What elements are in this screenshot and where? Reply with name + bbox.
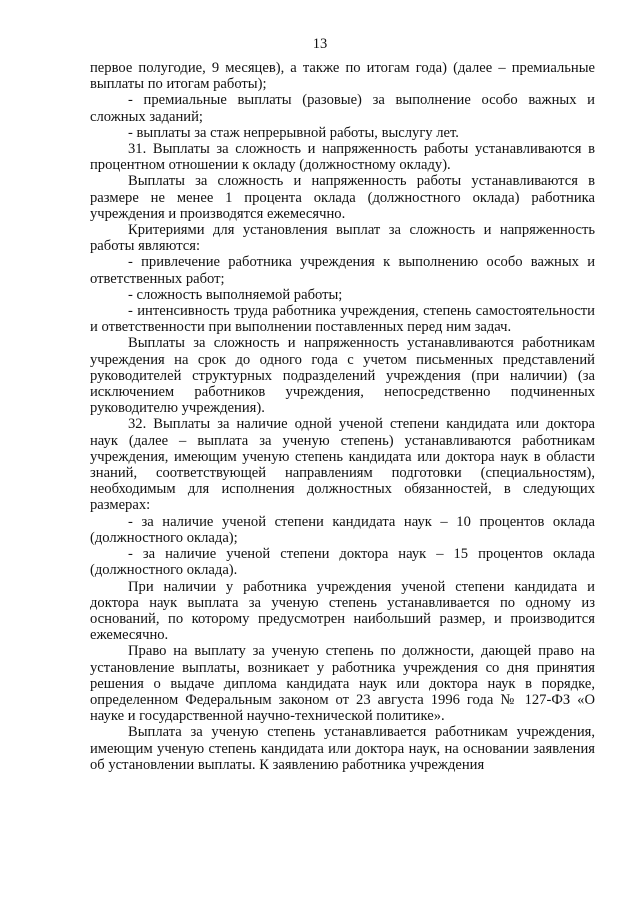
paragraph: - интенсивность труда работника учреждения, степень самостоятельности и ответственности при выполнении поставленных перед ним задач. xyxy=(90,303,595,336)
paragraph: При наличии у работника учреждения ученой степени кандидата и доктора наук выплата за ученую степень устанавливается по одному из оснований, по которому предусмотрен наибольший размер, и производится ежемесячно. xyxy=(90,578,595,644)
paragraph: - премиальные выплаты (разовые) за выполнение особо важных и сложных заданий; xyxy=(90,92,595,125)
document-body xyxy=(90,60,595,773)
paragraph: - выплаты за стаж непрерывной работы, выслугу лет. xyxy=(128,124,459,141)
page-number: 13 xyxy=(312,36,328,52)
paragraph: первое полугодие, 9 месяцев), а также по итогам года) (далее – премиальные выплаты по итогам работы); xyxy=(90,60,595,93)
paragraph: Право на выплату за ученую степень по должности, дающей право на установление выплаты, возникает у работника учреждения со дня принятия решения о выдаче диплома кандидата наук или доктора наук в порядке, определенном Федеральным законом от 23 августа 1996 года № 127-ФЗ «О науке и государственной научно-технической политике». xyxy=(90,643,595,725)
paragraph: Выплата за ученую степень устанавливается работникам учреждения, имеющим ученую степень кандидата или доктора наук, на основании заявления об установлении выплаты. К заявлению работника учреждения xyxy=(90,724,595,773)
paragraph: - за наличие ученой степени доктора наук – 15 процентов оклада (должностного оклада). xyxy=(90,546,595,579)
paragraph: Выплаты за сложность и напряженность устанавливаются работникам учреждения на срок до одного года с учетом письменных представлений руководителей структурных подразделений учреждения (при наличии) (за исключением работников учреждения, непосредственно подчиненных руководителю учреждения). xyxy=(90,335,595,417)
paragraph: - сложность выполняемой работы; xyxy=(128,286,343,303)
paragraph: - за наличие ученой степени кандидата наук – 10 процентов оклада (должностного оклада); xyxy=(90,513,595,546)
paragraph: 32. Выплаты за наличие одной ученой степени кандидата или доктора наук (далее – выплата за ученую степень) устанавливаются работникам учреждения, имеющим ученую степень кандидата или доктора наук в области знаний, соответствующей направлениям подготовки (специальностям), необходимым для исполнения должностных обязанностей, в следующих размерах: xyxy=(90,416,595,514)
paragraph: - привлечение работника учреждения к выполнению особо важных и ответственных работ; xyxy=(90,254,595,287)
paragraph: Критериями для установления выплат за сложность и напряженность работы являются: xyxy=(90,222,595,255)
paragraph: 31. Выплаты за сложность и напряженность работы устанавливаются в процентном отношении к окладу (должностному окладу). xyxy=(90,141,595,174)
paragraph: Выплаты за сложность и напряженность работы устанавливаются в размере не менее 1 процента оклада (должностного оклада) работника учреждения и производятся ежемесячно. xyxy=(90,173,595,222)
